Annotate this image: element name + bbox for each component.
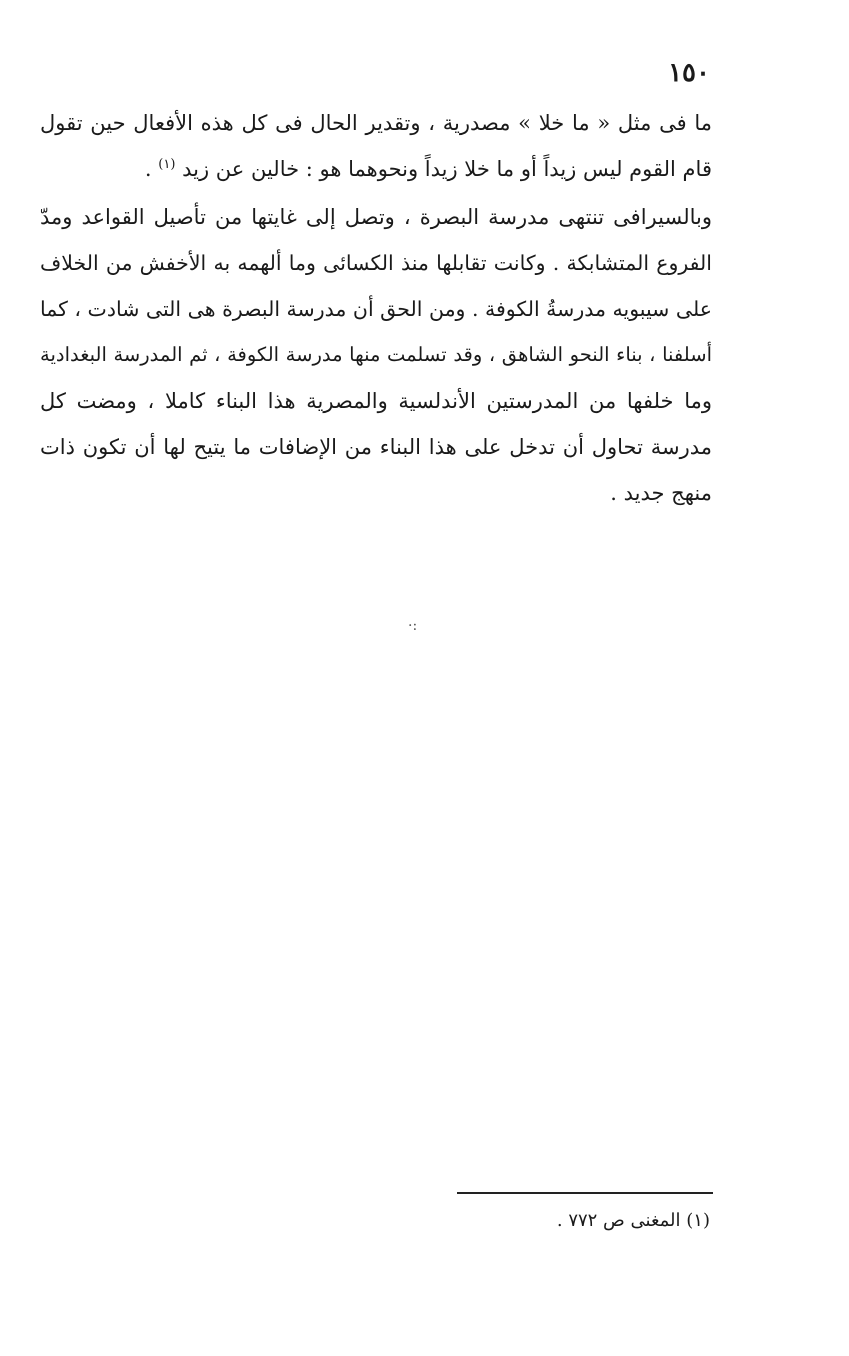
body-text [40,100,712,516]
footnote-divider [457,1192,713,1194]
text-line [40,146,712,192]
page-number: ١٥٠ [668,58,710,88]
text-line: أسلفنا ، بناء النحو الشاهق ، وقد تسلمت منها مدرسة الكوفة ، ثم المدرسة البغدادية [40,343,712,366]
text-line: مدرسة تحاول أن تدخل على هذا البناء من الإضافات ما يتيح لها أن تكون ذات [40,435,712,459]
text-line: الفروع المتشابكة . وكانت تقابلها منذ الكسائى وما ألهمه به الأخفش من الخلاف [40,251,712,275]
text-line: على سيبويه مدرسةُ الكوفة . ومن الحق أن مدرسة البصرة هى التى شادت ، كما [40,297,712,321]
paragraph-2 [40,194,712,516]
footnote-reference: (١) [158,157,176,172]
text-line: وبالسيرافى تنتهى مدرسة البصرة ، وتصل إلى غايتها من تأصيل القواعد ومدّ [40,205,712,229]
text-line: ما فى مثل « ما خلا » مصدرية ، وتقدير الحال فى كل هذه الأفعال حين تقول [40,111,712,135]
footnote: (١) المغنى ص ٧٧٢ . [556,1210,710,1231]
text-line: منهج جديد . [610,481,712,505]
paragraph-1 [40,100,712,192]
text-line-content: قام القوم ليس زيداً أو ما خلا زيداً ونحوهما هو : خالين عن زيد [182,157,712,181]
line-end-period: . [144,157,152,181]
text-line: وما خلفها من المدرستين الأندلسية والمصرية هذا البناء كاملا ، ومضت كل [40,389,712,413]
center-ornament-mark: ·: [408,618,418,634]
